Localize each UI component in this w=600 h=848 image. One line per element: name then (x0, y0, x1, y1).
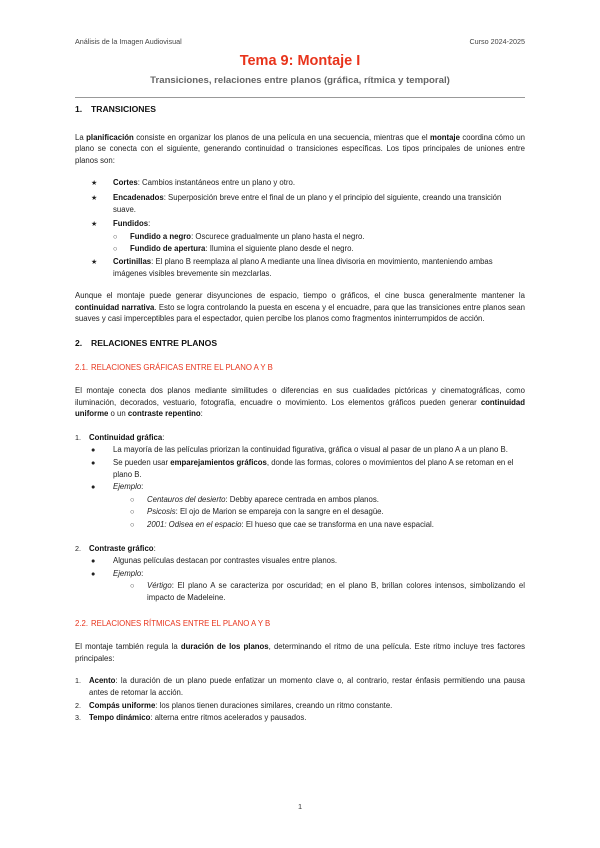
example-centauros: ○ Centauros del desierto: Debby aparece centrada en ambos planos. (130, 494, 379, 504)
page-subtitle: Transiciones, relaciones entre planos (gráfica, rítmica y temporal) (150, 75, 450, 86)
list-item-continuidad-figurativa: ● La mayoría de las películas priorizan la continuidad figurativa, gráfica o visual al pasar de un plano A a un plano B. (91, 445, 508, 455)
star-bullet-icon: ★ (91, 219, 98, 229)
numbered-item-acento: 1. Acento: la duración de un plano puede enfatizar un momento clave o, al contrario, restar énfasis permitiendo una pausa antes de retomar la acción. (75, 676, 525, 697)
paragraph-duracion-planos: El montaje también regula la duración de los planos, determinando el ritmo de una película. Este ritmo incluye tres factores principales: (75, 642, 525, 663)
list-item-ejemplo: ● Ejemplo: (91, 482, 144, 492)
list-item-fundido-apertura: ○ Fundido de apertura: Ilumina el siguiente plano desde el negro. (113, 244, 354, 254)
paragraph-relaciones-graficas: El montaje conecta dos planos mediante similitudes o diferencias en sus cualidades pictóricas y cinematográficas, como iluminación, decorados, vestuario, fotografía, encuadre o movimiento. Los elementos gráficos pueden generar continuidad uniforme o un contraste repentino: (75, 386, 525, 419)
list-item-cortes: ★ Cortes: Cambios instantáneos entre un plano y otro. (91, 178, 296, 188)
section-heading-relaciones: 2. RELACIONES ENTRE PLANOS (75, 337, 218, 348)
dot-bullet-icon: ● (91, 482, 96, 492)
list-item-fundido-negro: ○ Fundido a negro: Oscurece gradualmente un plano hasta el negro. (113, 231, 365, 241)
circle-bullet-icon: ○ (113, 231, 118, 241)
list-item-cortinillas: ★ Cortinillas: El plano B reemplaza al plano A mediante una línea divisoria en movimiento, manteniendo ambas imágenes visibles brevemente sin mezclarlas. (91, 256, 493, 278)
numbered-item-compas: 2. Compás uniforme: los planos tienen duraciones similares, creando un ritmo constante. (75, 700, 393, 710)
page-content (75, 104, 525, 724)
dot-bullet-icon: ● (91, 568, 96, 578)
dot-bullet-icon: ● (91, 458, 96, 468)
example-psicosis: ○ Psicosis: El ojo de Marion se empareja con la sangre en el desagüe. (130, 507, 384, 517)
section-heading-transiciones: 1. TRANSICIONES (75, 104, 156, 114)
circle-bullet-icon: ○ (130, 520, 135, 530)
numbered-item-tempo: 3. Tempo dinámico: alterna entre ritmos acelerados y pausados. (75, 713, 307, 723)
star-bullet-icon: ★ (91, 178, 98, 188)
dot-bullet-icon: ● (91, 445, 96, 455)
paragraph-planificacion: La planificación consiste en organizar los planos de una película en una secuencia, mientras que el montaje coordina cómo un plano se conecta con el siguiente, generando continuidad o transiciones específicas. Los tipos principales de uniones entre planos son: (75, 132, 525, 165)
example-vertigo: ○ Vértigo: El plano A se caracteriza por oscuridad; en el plano B, brillan colores intensos, simbolizando el impacto de Madeleine. (130, 581, 525, 602)
list-item-emparejamientos: ● Se pueden usar emparejamientos gráficos, donde las formas, colores o movimientos del plano A se retoman en el plano B. (91, 458, 514, 479)
circle-bullet-icon: ○ (113, 244, 118, 254)
numbered-item-contraste-grafico: 2. Contraste gráfico: (75, 543, 156, 553)
circle-bullet-icon: ○ (130, 494, 135, 504)
circle-bullet-icon: ○ (130, 581, 135, 591)
subsection-heading-graficas: 2.1. RELACIONES GRÁFICAS ENTRE EL PLANO A Y B (75, 362, 273, 372)
star-bullet-icon: ★ (91, 192, 98, 202)
example-2001: ○ 2001: Odisea en el espacio: El hueso que cae se transforma en una nave espacial. (130, 520, 434, 530)
numbered-item-continuidad-grafica: 1. Continuidad gráfica: (75, 432, 165, 442)
paragraph-continuidad-narrativa: Aunque el montaje puede generar disyunciones de espacio, tiempo o gráficos, el cine busca generalmente mantener la continuidad narrativa. Esto se logra controlando la puesta en escena y el encuadre, para que las transiciones entre planos sean suaves y casi imperceptibles para el espectador, quien percibe los planos como fragmentos ininterrumpidos de acción. (75, 291, 525, 324)
circle-bullet-icon: ○ (130, 507, 135, 517)
list-item-encadenados: ★ Encadenados: Superposición breve entre el final de un plano y el principio del siguiente, creando una transición suave. (91, 192, 502, 214)
star-bullet-icon: ★ (91, 256, 98, 266)
page-number: 1 (297, 802, 303, 811)
title-divider (75, 97, 525, 98)
subsection-heading-ritmicas: 2.2. RELACIONES RÍTMICAS ENTRE EL PLANO A Y B (75, 618, 271, 628)
list-item-ejemplo-contraste: ● Ejemplo: (91, 568, 144, 578)
dot-bullet-icon: ● (91, 556, 96, 566)
list-item-contrastes: ● Algunas películas destacan por contrastes visuales entre planos. (91, 556, 338, 566)
header-course-year: Curso 2024-2025 (469, 37, 525, 46)
list-item-fundidos: ★ Fundidos: (91, 219, 151, 229)
header-course-name: Análisis de la Imagen Audiovisual (75, 37, 182, 46)
page-title: Tema 9: Montaje I (239, 53, 361, 69)
